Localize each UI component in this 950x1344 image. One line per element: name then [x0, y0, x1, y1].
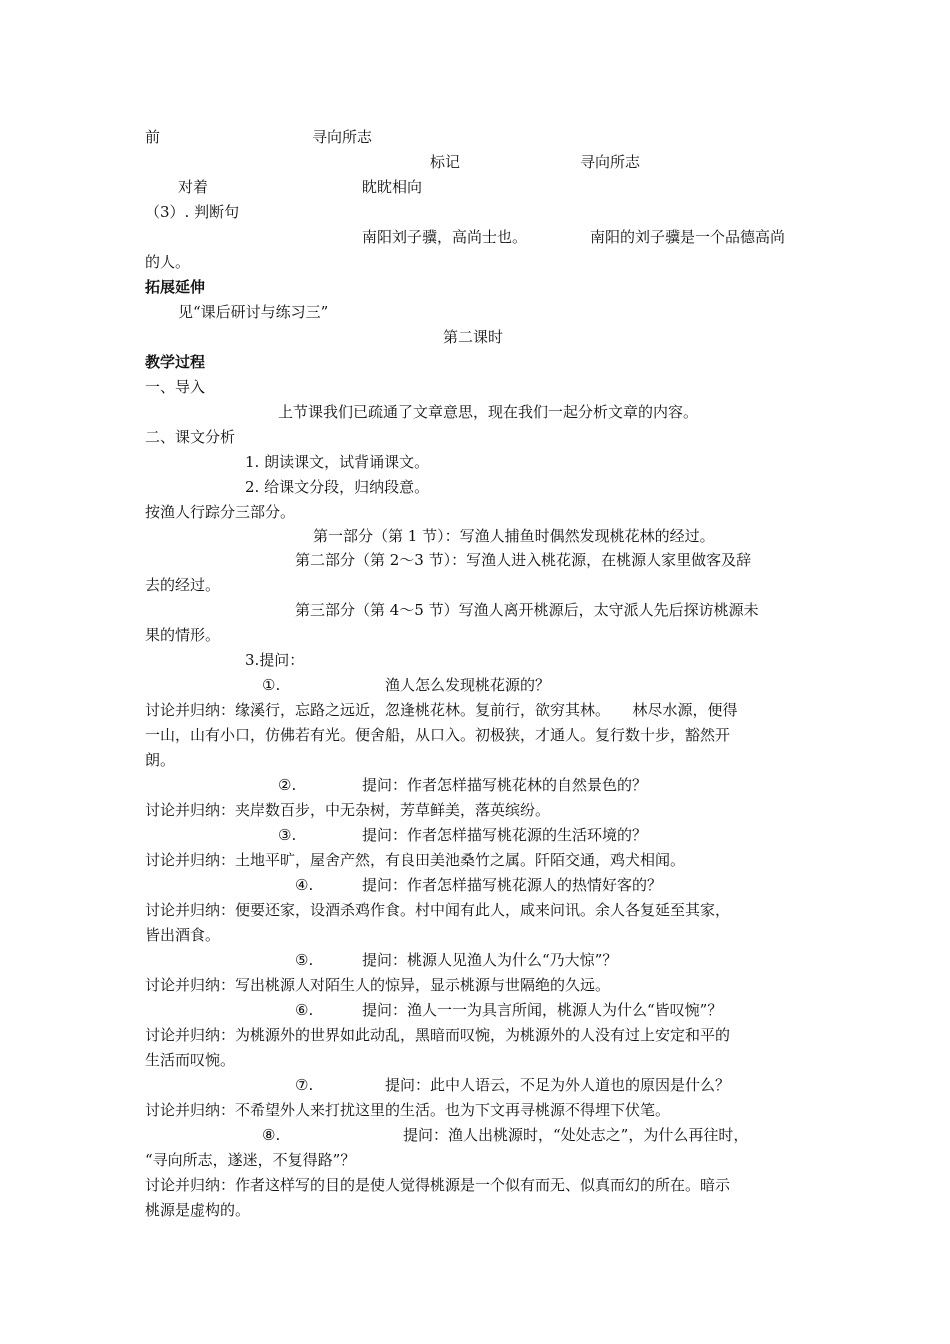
- answer-line: 生活而叹惋。: [145, 1051, 236, 1069]
- question-text-cont: “寻向所志，遂迷，不复得路”？: [145, 1151, 356, 1169]
- answer-line: 一山，山有小口，仿佛若有光。便舍船，从口入。初极狭，才通人。复行数十步，豁然开: [145, 726, 731, 744]
- question-number: ②.: [278, 776, 297, 794]
- step-1: 1. 朗读课文，试背诵课文。: [245, 453, 430, 471]
- question-number: ④.: [295, 876, 314, 894]
- extension-heading: 拓展延伸: [145, 278, 206, 296]
- part-2: 第二部分（第 2～3 节）：写渔人进入桃花源，在桃源人家里做客及辞: [295, 551, 752, 569]
- answer-line: 讨论并归纳：不希望外人来打扰这里的生活。也为下文再寻桃源不得埋下伏笔。: [145, 1101, 671, 1119]
- answer-line: 朗。: [145, 751, 176, 769]
- row3-word: 对着: [178, 178, 209, 196]
- answer-line: 讨论并归纳：为桃源外的世界如此动乱，黑暗而叹惋，为桃源外的人没有过上安定和平的: [145, 1026, 731, 1044]
- question-text: 提问：此中人语云，不足为外人道也的原因是什么？: [385, 1076, 731, 1094]
- extension-text: 见“课后研讨与练习三”: [178, 303, 329, 321]
- row1-word: 前: [145, 128, 161, 146]
- part-2-cont: 去的经过。: [145, 576, 221, 594]
- answer-line: 讨论并归纳：缘溪行，忘路之远近，忽逢桃花林。复前行，欲穷其林。 林尽水源，便得: [145, 701, 738, 719]
- judgment-heading: （3）. 判断句: [145, 203, 240, 221]
- part-3-cont: 果的情形。: [145, 626, 221, 644]
- step-2: 2. 给课文分段，归纳段意。: [245, 478, 430, 496]
- intro-heading: 一、导入: [145, 378, 206, 396]
- question-number: ⑧.: [262, 1126, 281, 1144]
- question-number: ⑦.: [295, 1076, 314, 1094]
- lesson-title: 第二课时: [443, 328, 504, 346]
- question-text: 渔人怎么发现桃花源的？: [385, 676, 551, 694]
- question-text: 提问：渔人出桃源时，“处处志之”，为什么再往时，: [403, 1126, 749, 1144]
- row1-example: 寻向所志: [312, 128, 373, 146]
- question-text: 提问：桃源人见渔人为什么“乃大惊”？: [362, 951, 618, 969]
- question-text: 提问：作者怎样描写桃花源人的热情好客的？: [362, 876, 663, 894]
- analysis-heading: 二、课文分析: [145, 428, 236, 446]
- row2-example: 寻向所志: [580, 153, 641, 171]
- judgment-translation-cont: 的人。: [145, 253, 191, 271]
- division-intro: 按渔人行踪分三部分。: [145, 503, 296, 521]
- answer-line: 桃源是虚构的。: [145, 1201, 251, 1219]
- answer-line: 讨论并归纳：夹岸数百步，中无杂树，芳草鲜美，落英缤纷。: [145, 801, 551, 819]
- step-3: 3.提问：: [245, 651, 305, 669]
- answer-line: 讨论并归纳：土地平旷，屋舍产然，有良田美池桑竹之属。阡陌交通，鸡犬相闻。: [145, 851, 686, 869]
- question-number: ①.: [262, 676, 281, 694]
- question-number: ③.: [278, 826, 297, 844]
- question-number: ⑤.: [295, 951, 314, 969]
- row2-word: 标记: [430, 153, 461, 171]
- question-text: 提问：渔人一一为具言所闻，桃源人为什么“皆叹惋”？: [362, 1001, 723, 1019]
- intro-text: 上节课我们已疏通了文章意思，现在我们一起分析文章的内容。: [278, 403, 699, 421]
- answer-line: 皆出酒食。: [145, 926, 221, 944]
- question-text: 提问：作者怎样描写桃花源的生活环境的？: [362, 826, 648, 844]
- process-heading: 教学过程: [145, 353, 206, 371]
- row3-example: 眈眈相向: [362, 178, 423, 196]
- answer-line: 讨论并归纳：作者这样写的目的是使人觉得桃源是一个似有而无、似真而幻的所在。暗示: [145, 1176, 731, 1194]
- question-number: ⑥.: [295, 1001, 314, 1019]
- judgment-translation: 南阳的刘子骥是一个品德高尚: [590, 228, 786, 246]
- judgment-example: 南阳刘子骥，高尚士也。: [362, 228, 528, 246]
- part-3: 第三部分（第 4～5 节）写渔人离开桃源后，太守派人先后探访桃源未: [295, 601, 759, 619]
- answer-line: 讨论并归纳：写出桃源人对陌生人的惊异，显示桃源与世隔绝的久远。: [145, 976, 611, 994]
- part-1: 第一部分（第 1 节）：写渔人捕鱼时偶然发现桃花林的经过。: [313, 527, 715, 545]
- answer-line: 讨论并归纳：便要还家，设酒杀鸡作食。村中闻有此人，咸来问讯。余人各复延至其家，: [145, 901, 731, 919]
- question-text: 提问：作者怎样描写桃花林的自然景色的？: [362, 776, 648, 794]
